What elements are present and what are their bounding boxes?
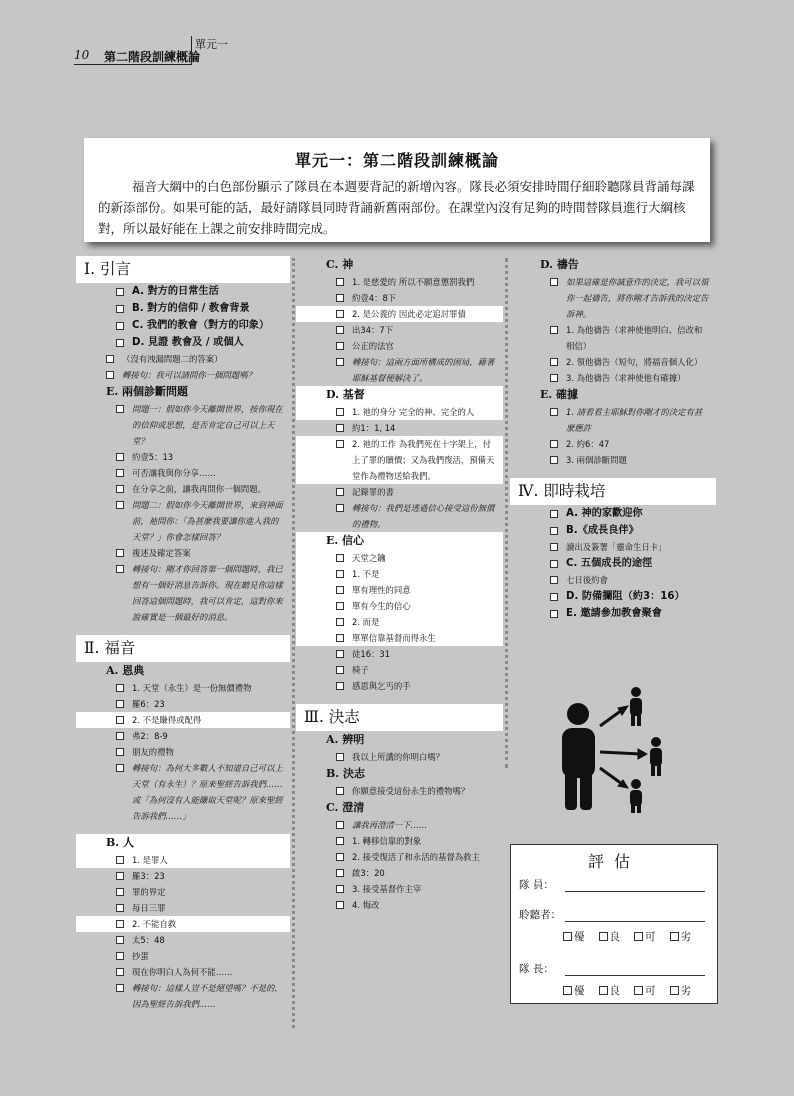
- item-text: 3. 為他禱告（求神使他有確據）: [566, 373, 686, 383]
- outline-item: [76, 948, 290, 964]
- checkbox-icon[interactable]: [336, 342, 344, 350]
- outline-item: [76, 334, 290, 351]
- outline-item: [76, 481, 290, 497]
- item-text: A. 辨明: [326, 733, 365, 746]
- item-text: 2. 而是: [352, 617, 380, 627]
- item-text: 太5：48: [132, 935, 165, 945]
- item-text: 感恩與乞丐的手: [352, 681, 411, 691]
- checkbox-icon[interactable]: [116, 952, 124, 960]
- checkbox-icon[interactable]: [116, 968, 124, 976]
- item-text: 3. 接受基督作主宰: [352, 884, 422, 894]
- item-text: 1. 祂的身分 完全的神、完全的人: [352, 407, 475, 417]
- checkbox-icon[interactable]: [116, 684, 124, 692]
- rating-option[interactable]: 可: [634, 929, 656, 944]
- checkbox-icon[interactable]: [336, 554, 344, 562]
- checkbox-icon[interactable]: [336, 821, 344, 829]
- checkbox-icon[interactable]: [116, 888, 124, 896]
- checkbox-icon[interactable]: [336, 650, 344, 658]
- checkbox-icon[interactable]: [550, 408, 558, 416]
- checkbox-icon[interactable]: [336, 294, 344, 302]
- outline-item: [296, 678, 503, 694]
- outline-item: [296, 290, 503, 306]
- outline-item: [510, 555, 716, 572]
- item-text: 1. 請看看主耶穌對你剛才的決定有甚麼應許: [566, 407, 703, 433]
- item-text: A. 神的家歡迎你: [566, 508, 643, 519]
- item-text: D. 見證 教會及 / 或個人: [132, 337, 244, 348]
- outline-item: [76, 696, 290, 712]
- rating-option[interactable]: 優: [563, 929, 585, 944]
- outline-item: [296, 484, 503, 500]
- item-text: 1. 是慈愛的 所以不願意懲罰我們: [352, 277, 475, 287]
- checkbox-icon[interactable]: [116, 984, 124, 992]
- checkbox-icon[interactable]: [336, 326, 344, 334]
- checkbox-icon[interactable]: [336, 837, 344, 845]
- subsection-heading: [76, 383, 290, 401]
- subsection-heading: [296, 765, 503, 783]
- item-text: A. 對方的日常生活: [132, 286, 219, 297]
- item-text: Ⅲ. 決志: [304, 708, 360, 726]
- checkbox-icon[interactable]: [116, 485, 124, 493]
- item-text: 4. 悔改: [352, 900, 380, 910]
- checkbox-icon[interactable]: [550, 456, 558, 464]
- page-number: 10: [74, 48, 90, 62]
- item-text: 2. 接受復活了和永活的基督為救主: [352, 852, 480, 862]
- section-heading: [510, 478, 716, 505]
- outline-item: [296, 598, 503, 614]
- outline-item: [76, 744, 290, 760]
- item-text: 轉接句：剛才你回答第一個問題時，我已想有一個好消息告訴你。現在聽見你這樣回答這個問題時，我可以肯定，這對你來說確實是一個最好的消息。: [132, 564, 283, 622]
- outline-item: [510, 522, 716, 539]
- item-text: E. 確據: [540, 388, 579, 401]
- item-text: 抄蛋: [132, 951, 149, 961]
- item-text: （沒有洩漏問題二的答案）: [122, 354, 223, 364]
- outline-item: [296, 817, 503, 833]
- checkbox-icon[interactable]: [116, 565, 124, 573]
- outline-item: [76, 728, 290, 744]
- outline-item: [296, 646, 503, 662]
- checkbox-icon[interactable]: [550, 610, 558, 618]
- outline-item: [296, 662, 503, 678]
- outline-item: [76, 300, 290, 317]
- item-text: 1. 天堂（永生）是一份無價禮物: [132, 683, 252, 693]
- rating-option[interactable]: 良: [599, 983, 621, 998]
- checkbox-icon[interactable]: [336, 666, 344, 674]
- item-text: C. 神: [326, 258, 354, 271]
- item-text: 轉接句：這兩方面所構成的困局，藉著耶穌基督便解決了。: [352, 357, 495, 383]
- checkbox-icon[interactable]: [116, 288, 124, 296]
- item-text: D. 防備攔阻（約3：16）: [566, 591, 685, 602]
- checkbox-icon[interactable]: [550, 543, 558, 551]
- item-text: E. 兩個診斷問題: [106, 385, 189, 398]
- item-text: 2. 祂的工作 為我們死在十字架上，付上了罪的贖價；又為我們復活，預備天堂作為禮物送給我們。: [352, 439, 495, 481]
- checkbox-icon[interactable]: [550, 278, 558, 286]
- checkbox-icon[interactable]: [116, 764, 124, 772]
- outline-item: [296, 436, 503, 484]
- outline-item: [296, 849, 503, 865]
- outline-item: [510, 505, 716, 522]
- checkbox-icon[interactable]: [116, 453, 124, 461]
- outline-item: [76, 561, 290, 625]
- subsection-heading: [296, 532, 503, 550]
- item-text: 朋友的禮物: [132, 747, 174, 757]
- item-text: 1. 不是: [352, 569, 380, 579]
- unit-label: 單元一: [195, 38, 228, 51]
- checkbox-icon[interactable]: [116, 549, 124, 557]
- listener-line[interactable]: [519, 907, 709, 923]
- checkbox-icon[interactable]: [116, 501, 124, 509]
- section-heading: [76, 635, 290, 662]
- checkbox-icon[interactable]: [116, 856, 124, 864]
- outline-item: [296, 338, 503, 354]
- outline-item: [76, 884, 290, 900]
- checkbox-icon[interactable]: [336, 570, 344, 578]
- subsection-heading: [296, 731, 503, 749]
- checkbox-icon[interactable]: [550, 326, 558, 334]
- checkbox-icon[interactable]: [336, 753, 344, 761]
- outline-item: [76, 712, 290, 728]
- checkbox-icon[interactable]: [116, 732, 124, 740]
- checkbox-icon[interactable]: [336, 586, 344, 594]
- evaluation-box: [510, 844, 718, 1004]
- item-text: 出34：7下: [352, 325, 394, 335]
- outline-item: [76, 283, 290, 300]
- checkbox-icon[interactable]: [550, 560, 558, 568]
- item-text: 罪的界定: [132, 887, 166, 897]
- outline-item: [76, 351, 290, 367]
- item-text: 啟3：20: [352, 868, 385, 878]
- item-text: 約1：1, 14: [352, 423, 396, 433]
- item-text: 徒16：31: [352, 649, 391, 659]
- checkbox-icon[interactable]: [116, 305, 124, 313]
- checkbox-icon[interactable]: [106, 355, 114, 363]
- checkbox-icon[interactable]: [336, 602, 344, 610]
- outline-item: [296, 404, 503, 420]
- outline-item: [296, 566, 503, 582]
- item-text: 羅6：23: [132, 699, 165, 709]
- item-text: A. 恩典: [106, 664, 145, 677]
- checkbox-icon[interactable]: [116, 920, 124, 928]
- item-text: D. 禱告: [540, 258, 579, 271]
- member-line[interactable]: [519, 877, 709, 893]
- item-text: 讀出及簽署「靈命生日卡」: [566, 542, 667, 552]
- checkbox-icon[interactable]: [336, 853, 344, 861]
- outline-item: [76, 900, 290, 916]
- outline-item: [510, 322, 716, 354]
- checkbox-icon[interactable]: [550, 527, 558, 535]
- leader-rating[interactable]: [563, 983, 691, 998]
- outline-item: [510, 404, 716, 436]
- outline-item: [296, 897, 503, 913]
- checkbox-icon[interactable]: [550, 510, 558, 518]
- checkbox-icon[interactable]: [336, 504, 344, 512]
- item-text: 轉接句：我可以請問你一個問題嗎？: [122, 370, 256, 380]
- outline-item: [76, 680, 290, 696]
- member-label: 隊 員：: [519, 879, 554, 891]
- rating-option[interactable]: 良: [599, 929, 621, 944]
- item-text: 約壹5：13: [132, 452, 174, 462]
- item-text: 單單信靠基督而得永生: [352, 633, 436, 643]
- item-text: 弗2：8-9: [132, 731, 168, 741]
- outline-item: [296, 500, 503, 532]
- outline-item: [76, 401, 290, 449]
- checkbox-icon[interactable]: [336, 682, 344, 690]
- item-text: 七日後約會: [566, 575, 608, 585]
- checkbox-icon[interactable]: [116, 700, 124, 708]
- item-text: 在分享之前，讓我再問你一個問題。: [132, 484, 266, 494]
- item-text: B. 對方的信仰 / 教會背景: [132, 303, 250, 314]
- checkbox-icon[interactable]: [116, 339, 124, 347]
- item-text: 單有今生的信心: [352, 601, 411, 611]
- intro-box: [84, 138, 710, 242]
- item-text: 3. 兩個診斷問題: [566, 455, 627, 465]
- outline-item: [76, 317, 290, 334]
- listener-label: 聆聽者：: [519, 909, 561, 921]
- outline-item: [510, 605, 716, 622]
- rating-option[interactable]: 劣: [670, 929, 692, 944]
- growth-figure-icon: [556, 684, 676, 814]
- outline-column-3: [510, 256, 716, 622]
- outline-item: [296, 783, 503, 799]
- checkbox-icon[interactable]: [116, 716, 124, 724]
- item-text: 2. 不是賺得或配得: [132, 715, 202, 725]
- outline-column-2: [296, 256, 503, 913]
- checkbox-icon[interactable]: [116, 872, 124, 880]
- item-text: 天堂之鑰: [352, 553, 386, 563]
- item-text: D. 基督: [326, 388, 365, 401]
- item-text: 1. 轉移信靠的對象: [352, 836, 422, 846]
- item-text: C. 我們的教會（對方的印象）: [132, 320, 270, 331]
- evaluation-title: 評估: [587, 852, 640, 871]
- listener-rating[interactable]: [563, 929, 691, 944]
- rating-option[interactable]: 劣: [670, 983, 692, 998]
- outline-item: [296, 274, 503, 290]
- checkbox-icon[interactable]: [550, 440, 558, 448]
- item-text: 記錄罪的書: [352, 487, 394, 497]
- checkbox-icon[interactable]: [336, 869, 344, 877]
- checkbox-icon[interactable]: [336, 358, 344, 366]
- intro-body: 福音大綱中的白色部份顯示了隊員在本週要背記的新增內容。隊長必須安排時間仔細聆聽隊員背誦每課的新添部份。如果可能的話，最好請隊員同時背誦新舊兩部份。在課堂內沒有足夠的時間替隊員進行大綱核對，所以最好能在上課之前安排時間完成。: [98, 179, 695, 236]
- item-text: 單有理性的同意: [352, 585, 411, 595]
- checkbox-icon[interactable]: [116, 322, 124, 330]
- subsection-heading: [76, 662, 290, 680]
- checkbox-icon[interactable]: [336, 618, 344, 626]
- outline-item: [296, 749, 503, 765]
- item-text: 現在你明白人為何不能……: [132, 967, 233, 977]
- outline-item: [296, 630, 503, 646]
- subsection-heading: [76, 834, 290, 852]
- outline-item: [296, 833, 503, 849]
- checkbox-icon[interactable]: [336, 440, 344, 448]
- item-text: B. 人: [106, 836, 134, 849]
- section-heading: [76, 256, 290, 283]
- checkbox-icon[interactable]: [116, 904, 124, 912]
- item-text: B. 決志: [326, 767, 365, 780]
- checkbox-icon[interactable]: [336, 885, 344, 893]
- outline-item: [510, 572, 716, 588]
- item-text: 讓我再澄清一下……: [352, 820, 428, 830]
- rating-option[interactable]: 優: [563, 983, 585, 998]
- outline-item: [296, 354, 503, 386]
- outline-item: [76, 932, 290, 948]
- checkbox-icon[interactable]: [550, 358, 558, 366]
- checkbox-icon[interactable]: [116, 936, 124, 944]
- checkbox-icon[interactable]: [336, 424, 344, 432]
- outline-item: [76, 868, 290, 884]
- item-text: 轉接句：這樣人豈不是絕望嗎？不是的，因為聖經告訴我們……: [132, 983, 283, 1009]
- item-text: 問題二：假如你今天離開世界，來到神面前，祂問你：「為甚麼我要讓你進入我的天堂？」你會怎樣回答？: [132, 500, 283, 542]
- item-text: 2. 約6：47: [566, 439, 610, 449]
- outline-item: [510, 274, 716, 322]
- checkbox-icon[interactable]: [336, 901, 344, 909]
- outline-item: [296, 582, 503, 598]
- item-text: E. 信心: [326, 534, 365, 547]
- item-text: 公正的法官: [352, 341, 394, 351]
- leader-label: 隊 長：: [519, 963, 554, 975]
- outline-item: [76, 367, 290, 383]
- item-text: 複述及確定答案: [132, 548, 191, 558]
- page-header-title: 第二階段訓練概論: [104, 50, 201, 64]
- item-text: 椅子: [352, 665, 369, 675]
- outline-item: [76, 916, 290, 932]
- outline-item: [296, 420, 503, 436]
- outline-item: [76, 852, 290, 868]
- outline-item: [510, 588, 716, 605]
- outline-item: [296, 614, 503, 630]
- outline-item: [296, 322, 503, 338]
- outline-item: [296, 865, 503, 881]
- item-text: 我以上所講的你明白嗎？: [352, 752, 445, 762]
- item-text: C. 澄清: [326, 801, 365, 814]
- checkbox-icon[interactable]: [336, 310, 344, 318]
- intro-title: 單元一：第二階段訓練概論: [294, 151, 499, 170]
- outline-item: [76, 449, 290, 465]
- outline-item: [296, 306, 503, 322]
- outline-item: [76, 964, 290, 980]
- outline-item: [510, 452, 716, 468]
- item-text: 問題一：假如你今天離開世界，按你現在的信仰或思想，是否肯定自己可以上天堂？: [132, 404, 283, 446]
- section-heading: [296, 704, 503, 731]
- outline-item: [510, 354, 716, 370]
- checkbox-icon[interactable]: [550, 374, 558, 382]
- item-text: 1. 是罪人: [132, 855, 168, 865]
- item-text: 約壹4：8下: [352, 293, 397, 303]
- outline-item: [510, 539, 716, 555]
- subsection-heading: [510, 256, 716, 274]
- outline-item: [76, 980, 290, 1012]
- outline-item: [76, 497, 290, 545]
- item-text: E. 邀請參加教會聚會: [566, 608, 662, 619]
- checkbox-icon[interactable]: [336, 278, 344, 286]
- item-text: 1. 為他禱告（求神使他明白、信改和相信）: [566, 325, 703, 351]
- checkbox-icon[interactable]: [336, 488, 344, 496]
- item-text: C. 五個成長的途徑: [566, 558, 653, 569]
- outline-item: [76, 545, 290, 561]
- checkbox-icon[interactable]: [336, 634, 344, 642]
- item-text: 你願意接受這份永生的禮物嗎？: [352, 786, 470, 796]
- outline-item: [296, 550, 503, 566]
- checkbox-icon[interactable]: [336, 787, 344, 795]
- subsection-heading: [510, 386, 716, 404]
- item-text: Ⅱ. 福音: [84, 639, 136, 657]
- item-text: 轉接句：我們是透過信心接受這份無價的禮物。: [352, 503, 495, 529]
- item-text: 每日三罪: [132, 903, 166, 913]
- checkbox-icon[interactable]: [116, 469, 124, 477]
- outline-item: [76, 465, 290, 481]
- subsection-heading: [296, 799, 503, 817]
- checkbox-icon[interactable]: [116, 405, 124, 413]
- item-text: 可否讓我與你分享……: [132, 468, 216, 478]
- item-text: 如果這確是你誠意作的決定，我可以領你一起禱告，將你剛才告訴我的決定告訴神。: [566, 277, 709, 319]
- outline-column-1: [76, 256, 290, 1012]
- item-text: B.《成長良伴》: [566, 525, 639, 536]
- outline-item: [510, 370, 716, 386]
- item-text: 2. 是公義的 因此必定追討罪債: [352, 309, 466, 319]
- subsection-heading: [296, 386, 503, 404]
- checkbox-icon[interactable]: [106, 371, 114, 379]
- item-text: Ⅰ. 引言: [84, 260, 131, 278]
- item-text: Ⅳ. 即時栽培: [518, 482, 606, 500]
- checkbox-icon[interactable]: [550, 576, 558, 584]
- checkbox-icon[interactable]: [336, 408, 344, 416]
- item-text: 2. 不能自救: [132, 919, 177, 929]
- outline-item: [76, 760, 290, 824]
- checkbox-icon[interactable]: [550, 593, 558, 601]
- outline-item: [510, 436, 716, 452]
- item-text: 轉接句：為何大多數人不知道自己可以上天堂（有永生）？原來聖經告訴我們……或「為何沒有人能賺取天堂呢？原來聖經告訴我們……」: [132, 763, 283, 821]
- item-text: 2. 領他禱告（短句，將福音個人化）: [566, 357, 703, 367]
- subsection-heading: [296, 256, 503, 274]
- checkbox-icon[interactable]: [116, 748, 124, 756]
- item-text: 羅3：23: [132, 871, 165, 881]
- rating-option[interactable]: 可: [634, 983, 656, 998]
- outline-item: [296, 881, 503, 897]
- leader-line[interactable]: [519, 961, 709, 977]
